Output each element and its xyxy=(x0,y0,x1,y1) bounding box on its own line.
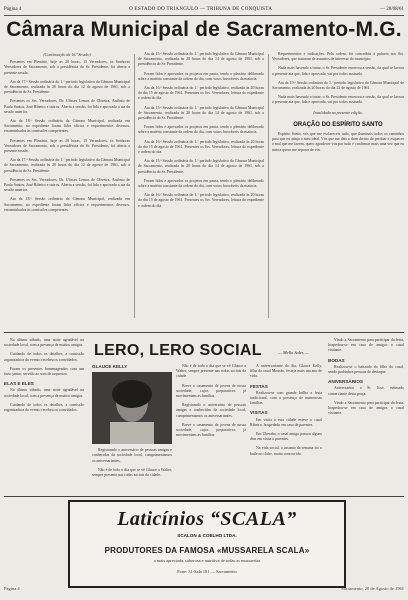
ad-tagline: a mais apreciada, saborosa e nutritiva de todas as mussarelas xyxy=(153,558,261,563)
council-paragraph: Ata da 15.ª Sessão ordinária do 1.º período legislativo da Câmara Municipal de Sacramento, realizada às 20 horas do dia 14 de agosto de 1961, sob a presidência do Sr. Presidente. xyxy=(138,159,264,174)
council-paragraph: Ata da 18.ª Sessão ordinária da Câmara Municipal, realizada em Sacramento, no expediente foram lidos ofícios e requerimentos diversos, encaminhados às comissões competentes. xyxy=(4,197,130,212)
festas-head: FESTAS xyxy=(250,383,268,389)
lero-paragraph: Não é de todo o dia que se vê Glauce a Walter, sempre presente nas rodas sociais da cidade. xyxy=(176,364,246,379)
portrait-image xyxy=(92,372,172,444)
council-article xyxy=(4,52,404,324)
council-paragraph: Ata da 16.ª Sessão ordinária do 1.º período legislativo, realizada às 20 horas do dia 15 de agosto de 1961. Presentes os Srs. Vereadores, leitura do expediente e ordem do dia. xyxy=(138,193,264,208)
scala-advertisement xyxy=(68,500,346,588)
aniversarios-head: ANIVERSÁRIOS xyxy=(328,379,363,385)
social-section xyxy=(4,338,404,493)
lero-col-2 xyxy=(176,364,246,493)
main-headline: Câmara Municipal de Sacramento-M.G. xyxy=(6,18,402,41)
left-section-head: ELAS E ELES xyxy=(4,381,34,387)
council-paragraph: Presentes os Srs. Vereadores, Dr. Ulisses Lemos de Oliveira, Antônio de Paula Santos, José Ribeiro e outros. Aberta a sessão, foi lida e aprovada a ata da sessão anterior. xyxy=(4,99,130,114)
council-paragraph: Ata da 17.ª Sessão ordinária do 1.º período legislativo da Câmara Municipal de Sacramento, realizada às 20 horas do dia 12 de agosto de 1961, sob a presidência do Sr. Presidente. xyxy=(4,79,130,95)
portrait-photo xyxy=(92,372,172,444)
council-paragraph: Ata da 16.ª Sessão ordinária do 1.º período legislativo, realizada às 20 horas do dia 15 de agosto de 1961. Presentes os Srs. Vereadores, leitura do expediente e ordem do dia. xyxy=(138,139,264,155)
council-paragraph: Ata da 19.ª Sessão ordinária do 1.º período legislativo da Câmara Municipal de Sacramento, realizada às 20 horas do dia 22 de agosto de 1961. xyxy=(272,80,404,91)
section-divider xyxy=(4,332,404,333)
lero-title: LERO, LERO SOCIAL xyxy=(94,342,262,359)
council-paragraph: Foram lidos e aprovados os projetos em pauta, tendo o plenário deliberado sobre a matéria constante da ordem do dia, com votos favoráveis da maioria. xyxy=(138,178,264,189)
lero-paragraph: Breve o casamento de jovens de nossa sociedade, cujos preparativos já movimentam as famílias. xyxy=(176,422,246,438)
column-rule xyxy=(268,54,269,318)
council-paragraph: Presentes em Plenário, hoje as 20 horas, 15 Vereadores, os Senhores Vereadores de Sacramento, sob a presidência do Sr. Presidente, foi aberta a presente sessão. xyxy=(4,60,130,75)
council-paragraph: Foram lidos e aprovados os projetos em pauta, tendo o plenário deliberado sobre a matéria constante da ordem do dia, com votos favoráveis da maioria. xyxy=(138,71,264,81)
council-paragraph: Ata da 17.ª Sessão ordinária do 1.º período legislativo da Câmara Municipal de Sacramento, realizada às 20 horas do dia 12 de agosto de 1961, sob a presidência do Sr. Presidente. xyxy=(4,158,130,173)
section-divider xyxy=(4,496,404,497)
council-paragraph: Nada mais havendo a tratar, o Sr. Presidente encerrou a sessão, da qual se lavrou a presente ata que, lida e aprovada, vai por todos assinada. xyxy=(272,95,404,105)
right-column xyxy=(328,338,404,493)
lero-paragraph: Não é de todo o dia que se vê Glauce a Walter, sempre presente nas rodas sociais da cidade. xyxy=(92,467,172,478)
right-paragraph: Realizou-se o batizado do filho do casal, sendo padrinhos pessoas de destaque. xyxy=(328,364,404,375)
bodas-head: BODAS xyxy=(328,357,345,363)
left-paragraph: Cuidando de todos os detalhes, a comissão organizadora do evento recebeu os convidados. xyxy=(4,352,84,362)
ad-brand: Laticínios “SCALA” xyxy=(117,508,297,530)
visitas-text: Em visita a esta cidade esteve o casal Ribeiro, hospedado em casa de parentes. xyxy=(250,417,322,427)
page-header xyxy=(4,3,404,16)
council-subhead: (Continuação da 16.ª Sessão) xyxy=(43,52,91,57)
council-paragraph: Presentes os Srs. Vereadores, Dr. Ulisses Lemos de Oliveira, Antônio de Paula Santos, José Ribeiro e outros. Aberta a sessão, foi lida e aprovada a ata da sessão anterior. xyxy=(4,177,130,193)
right-paragraph: Vindo a Sacramento para participar da festa, hospedou-se em casa de amigos o casal visitante. xyxy=(328,338,404,353)
council-col-2 xyxy=(138,52,264,324)
right-paragraph: Aniversariou o Sr. José, estimado comerciante desta praça. xyxy=(328,386,404,396)
lero-paragraph: Breve o casamento de jovens de nossa sociedade, cujos preparativos já movimentam as famílias. xyxy=(176,383,246,399)
lero-byline: — Mello Sales — xyxy=(278,350,309,355)
lero-paragraph: Registrando o aniversário de pessoas amigas e conhecidas da sociedade local, cumprimentamos os aniversariantes. xyxy=(92,448,172,463)
photo-caption: GLAUCE KELLY xyxy=(92,364,128,369)
council-paragraph: Ata da 16.ª Sessão ordinária do 1.º período legislativo, realizada às 20 horas do dia 15 de agosto de 1961. Presentes os Srs. Vereadores, leitura do expediente e ordem do dia. xyxy=(138,86,264,101)
right-paragraph: Vindo a Sacramento para participar da festa, hospedou-se em casa de amigos o casal visitante. xyxy=(328,400,404,416)
council-col-3 xyxy=(272,52,404,324)
council-paragraph: Nada mais havendo a tratar, o Sr. Presidente encerrou a sessão, da qual se lavrou a presente ata que, lida e aprovada, vai por todos assinada. xyxy=(272,66,404,76)
council-col-1 xyxy=(4,52,130,324)
lero-paragraph: A aniversariante do dia, Glauce Kelly, filha do casal Mourão, festeja mais um ano de vida. xyxy=(250,364,322,379)
footer-left: Página 4 xyxy=(4,586,20,591)
lero-col-photo xyxy=(92,364,172,493)
left-paragraph: Cuidando de todos os detalhes, a comissão organizadora do evento recebeu os convidados. xyxy=(4,402,84,413)
council-paragraph: Requerimentos e indicações. Pela ordem, foi concedida a palavra aos Srs. Vereadores, que trataram de assuntos de interesse do município. xyxy=(272,52,404,62)
council-paragraph: Ata da 18.ª Sessão ordinária da Câmara Municipal, realizada em Sacramento, no expediente foram lidos ofícios e requerimentos diversos, encaminhados às comissões competentes. xyxy=(4,119,130,134)
left-paragraph: No último sábado, uma noite agradável na sociedade local, com a presença de muitos amigos. xyxy=(4,388,84,398)
council-paragraph: Ata da 15.ª Sessão ordinária do 1.º período legislativo da Câmara Municipal de Sacramento, realizada às 20 horas do dia 14 de agosto de 1961, sob a presidência do Sr. Presidente. xyxy=(138,52,264,67)
lero-paragraph: Na vida social, o assunto da semana foi o baile no clube, muito concorrido. xyxy=(250,446,322,456)
council-paragraph: Foram lidos e aprovados os projetos em pauta, tendo o plenário deliberado sobre a matéria constante da ordem do dia, com votos favoráveis da maioria. xyxy=(138,125,264,135)
footer-right: Sacramento, 20 de Agosto de 1961 xyxy=(341,586,404,591)
left-column xyxy=(4,338,84,493)
lero-paragraph: Registrando o aniversário de pessoas amigas e conhecidas da sociedade local, cumprimentamos os aniversariantes. xyxy=(176,403,246,418)
prayer-title: ORAÇÃO DO ESPÍRITO SANTO xyxy=(293,121,383,128)
ad-company: SCALON & COELHO LTDA. xyxy=(177,533,237,538)
page-footer xyxy=(4,586,404,594)
lero-paragraph: Em Uberaba, o casal amigo passou alguns dias em visita a parentes. xyxy=(250,432,322,442)
ad-product-line: PRODUTORES DA FAMOSA «MUSSARELA SCALA» xyxy=(104,546,310,555)
header-date: — 20/08/61 xyxy=(379,6,404,12)
lero-lero-social-column xyxy=(88,338,324,493)
council-paragraph: Ata da 15.ª Sessão ordinária do 1.º período legislativo da Câmara Municipal de Sacramento, realizada às 20 horas do dia 14 de agosto de 1961, sob a presidência do Sr. Presidente. xyxy=(138,105,264,121)
page-label: Página 4 xyxy=(4,6,22,12)
council-note: Invalidada na presente edição. xyxy=(313,109,363,115)
left-paragraph: Foram os presentes homenageados com um farto jantar, servido ao som de orquestra. xyxy=(4,366,84,377)
prayer-text: Espírito Santo, vós que me esclareceis tudo, que iluminais todos os caminhos para que eu atinja o meu ideal. Vós que me dais o dom divino de perdoar e esquecer o mal que me fazem, quero agradecer-vos por tudo e confirmar mais uma vez que eu nunca quero me separar de vós. xyxy=(272,132,404,152)
left-paragraph: No último sábado, uma noite agradável na sociedade local, com a presença de muitos amigos. xyxy=(4,338,84,348)
festas-text: Realizou-se com grande brilho a festa tradicional, com a presença de numerosas famílias. xyxy=(250,390,322,406)
lero-col-3 xyxy=(250,364,322,493)
visitas-head: VISITAS xyxy=(250,410,268,416)
council-paragraph: Presentes em Plenário, hoje as 20 horas, 15 Vereadores, os Senhores Vereadores de Sacramento, sob a presidência do Sr. Presidente, foi aberta a presente sessão. xyxy=(4,138,130,154)
paper-title: O ESTADO DO TRIANGULO — TRIBUNA DE CONQUISTA xyxy=(129,6,273,12)
ad-phone: Fone: 31-Sala 101 — Sacramento xyxy=(177,569,237,574)
column-rule xyxy=(134,54,135,318)
